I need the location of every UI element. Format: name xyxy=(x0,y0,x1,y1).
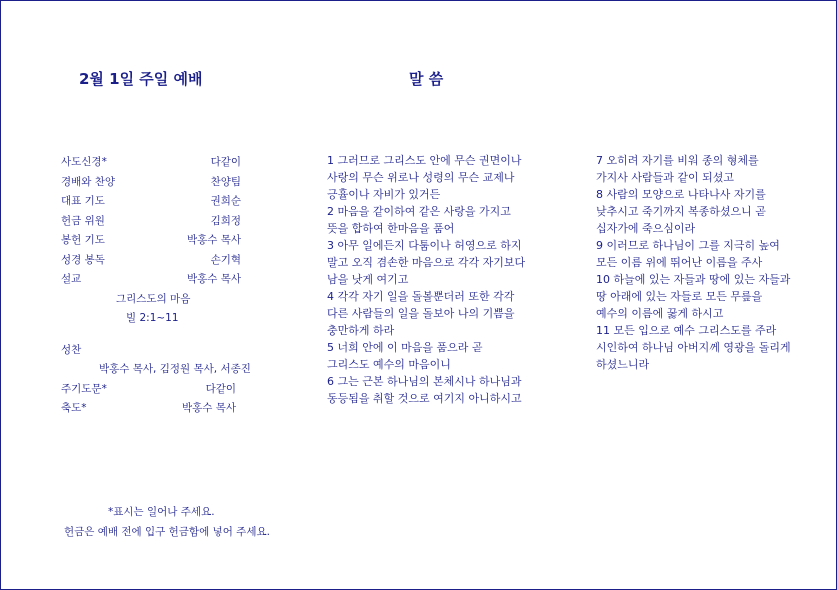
order-item-leader: 박홍수 목사 xyxy=(186,234,241,246)
benediction: 축도* xyxy=(61,402,87,414)
order-item xyxy=(61,193,241,213)
order-item xyxy=(61,381,241,401)
scripture-title: 말 씀 xyxy=(409,70,444,88)
scripture-line: 낮추시고 죽기까지 복종하셨으니 곧 xyxy=(596,205,766,218)
scripture-line: 10 하늘에 있는 자들과 땅에 있는 자들과 xyxy=(596,273,791,286)
scripture-line: 11 모든 입으로 예수 그리스도를 주라 xyxy=(596,324,777,337)
sacrament-leaders: 박홍수 목사, 김정원 목사, 서종진 xyxy=(99,363,251,375)
scripture-line: 5 너희 안에 이 마음을 품으라 곧 xyxy=(327,341,483,354)
scripture-line: 십자가에 죽으심이라 xyxy=(596,222,696,235)
scripture-line: 9 이러므로 하나님이 그를 지극히 높여 xyxy=(596,239,780,252)
scripture-line: 4 각각 자기 일을 돌볼뿐더러 또한 각각 xyxy=(327,290,515,303)
scripture-line: 시인하여 하나님 아버지께 영광을 돌리게 xyxy=(596,341,791,354)
sermon-passage-row xyxy=(61,310,241,330)
scripture-line: 하셨느니라 xyxy=(596,358,650,371)
order-item xyxy=(61,213,241,233)
order-item-leader: 권희순 xyxy=(210,195,241,207)
scripture-line: 2 마음을 같이하여 같은 사랑을 가지고 xyxy=(327,205,511,218)
sermon-passage: 빌 2:1~11 xyxy=(126,312,179,324)
order-item-leader: 박홍수 목사 xyxy=(186,273,241,285)
order-item-name: 헌금 위원 xyxy=(61,214,105,227)
scripture-line: 예수의 이름에 꿇게 하시고 xyxy=(596,307,724,320)
order-item xyxy=(61,232,241,252)
sermon-title-row xyxy=(61,291,241,311)
scripture-line: 그리스도 예수의 마음이니 xyxy=(327,358,451,371)
sacrament-row xyxy=(61,361,251,381)
order-item-leader: 손기혁 xyxy=(210,253,241,266)
order-item xyxy=(61,400,241,420)
notes xyxy=(61,504,270,544)
order-item xyxy=(61,252,241,272)
scripture-line: 1 그러므로 그리스도 안에 무슨 권면이나 xyxy=(327,154,522,167)
scripture-line: 6 그는 근본 하나님의 본체시나 하나님과 xyxy=(327,375,522,388)
stand-note: *표시는 일어나 주세요. xyxy=(108,506,215,518)
order-item-leader: 다같이 xyxy=(210,156,241,168)
order-item-name: 대표 기도 xyxy=(61,195,105,207)
scripture-line: 남을 낫게 여기고 xyxy=(327,273,409,286)
scripture-line: 7 오히려 자기를 비워 종의 형체를 xyxy=(596,154,759,167)
scripture-line: 긍휼이나 자비가 있거든 xyxy=(327,188,441,201)
order-item-name: 성경 봉독 xyxy=(61,253,105,266)
sacrament-heading-row xyxy=(61,342,241,362)
order-item-leader: 김희정 xyxy=(210,214,241,227)
scripture-line: 충만하게 하라 xyxy=(327,324,395,337)
scripture-line: 8 사람의 모양으로 나타나사 자기를 xyxy=(596,188,766,201)
scripture-line: 3 아무 일에든지 다툼이나 허영으로 하지 xyxy=(327,239,522,252)
sacrament-label: 성찬 xyxy=(61,343,82,356)
scripture-line: 땅 아래에 있는 자들로 모든 무릎을 xyxy=(596,290,763,303)
sermon-title: 그리스도의 마음 xyxy=(116,292,191,305)
scripture-line: 동등됨을 취할 것으로 여기지 아니하시고 xyxy=(327,392,522,405)
scripture-line: 뜻을 합하여 한마음을 품어 xyxy=(327,222,455,235)
scripture-line: 가지사 사람들과 같이 되셨고 xyxy=(596,171,735,184)
scripture-line: 말고 오직 겸손한 마음으로 각각 자기보다 xyxy=(327,256,526,269)
order-item xyxy=(61,154,241,174)
lords-prayer-leader: 다같이 xyxy=(205,382,236,395)
order-item xyxy=(61,271,241,291)
order-item-name: 봉헌 기도 xyxy=(61,234,105,246)
order-item xyxy=(61,174,241,194)
service-title: 2월 1일 주일 예배 xyxy=(79,70,203,88)
order-item-leader: 찬양팀 xyxy=(210,175,241,188)
offering-note: 헌금은 예배 전에 입구 헌금함에 넣어 주세요. xyxy=(64,526,270,538)
scripture-line: 사랑의 무슨 위로나 성령의 무슨 교제나 xyxy=(327,171,515,184)
scripture-column-2 xyxy=(596,152,791,373)
lords-prayer: 주기도문* xyxy=(61,382,107,395)
scripture-line: 모든 이름 위에 뛰어난 이름을 주사 xyxy=(596,256,763,269)
worship-order xyxy=(61,154,251,420)
order-item-name: 경배와 찬양 xyxy=(61,175,116,188)
scripture-line: 다른 사람들의 일을 돌보아 나의 기쁨을 xyxy=(327,307,515,320)
benediction-leader: 박홍수 목사 xyxy=(181,402,236,414)
scripture-column-1 xyxy=(327,152,525,407)
order-item-name: 사도신경* xyxy=(61,156,107,168)
order-item-name: 설교 xyxy=(61,273,82,285)
